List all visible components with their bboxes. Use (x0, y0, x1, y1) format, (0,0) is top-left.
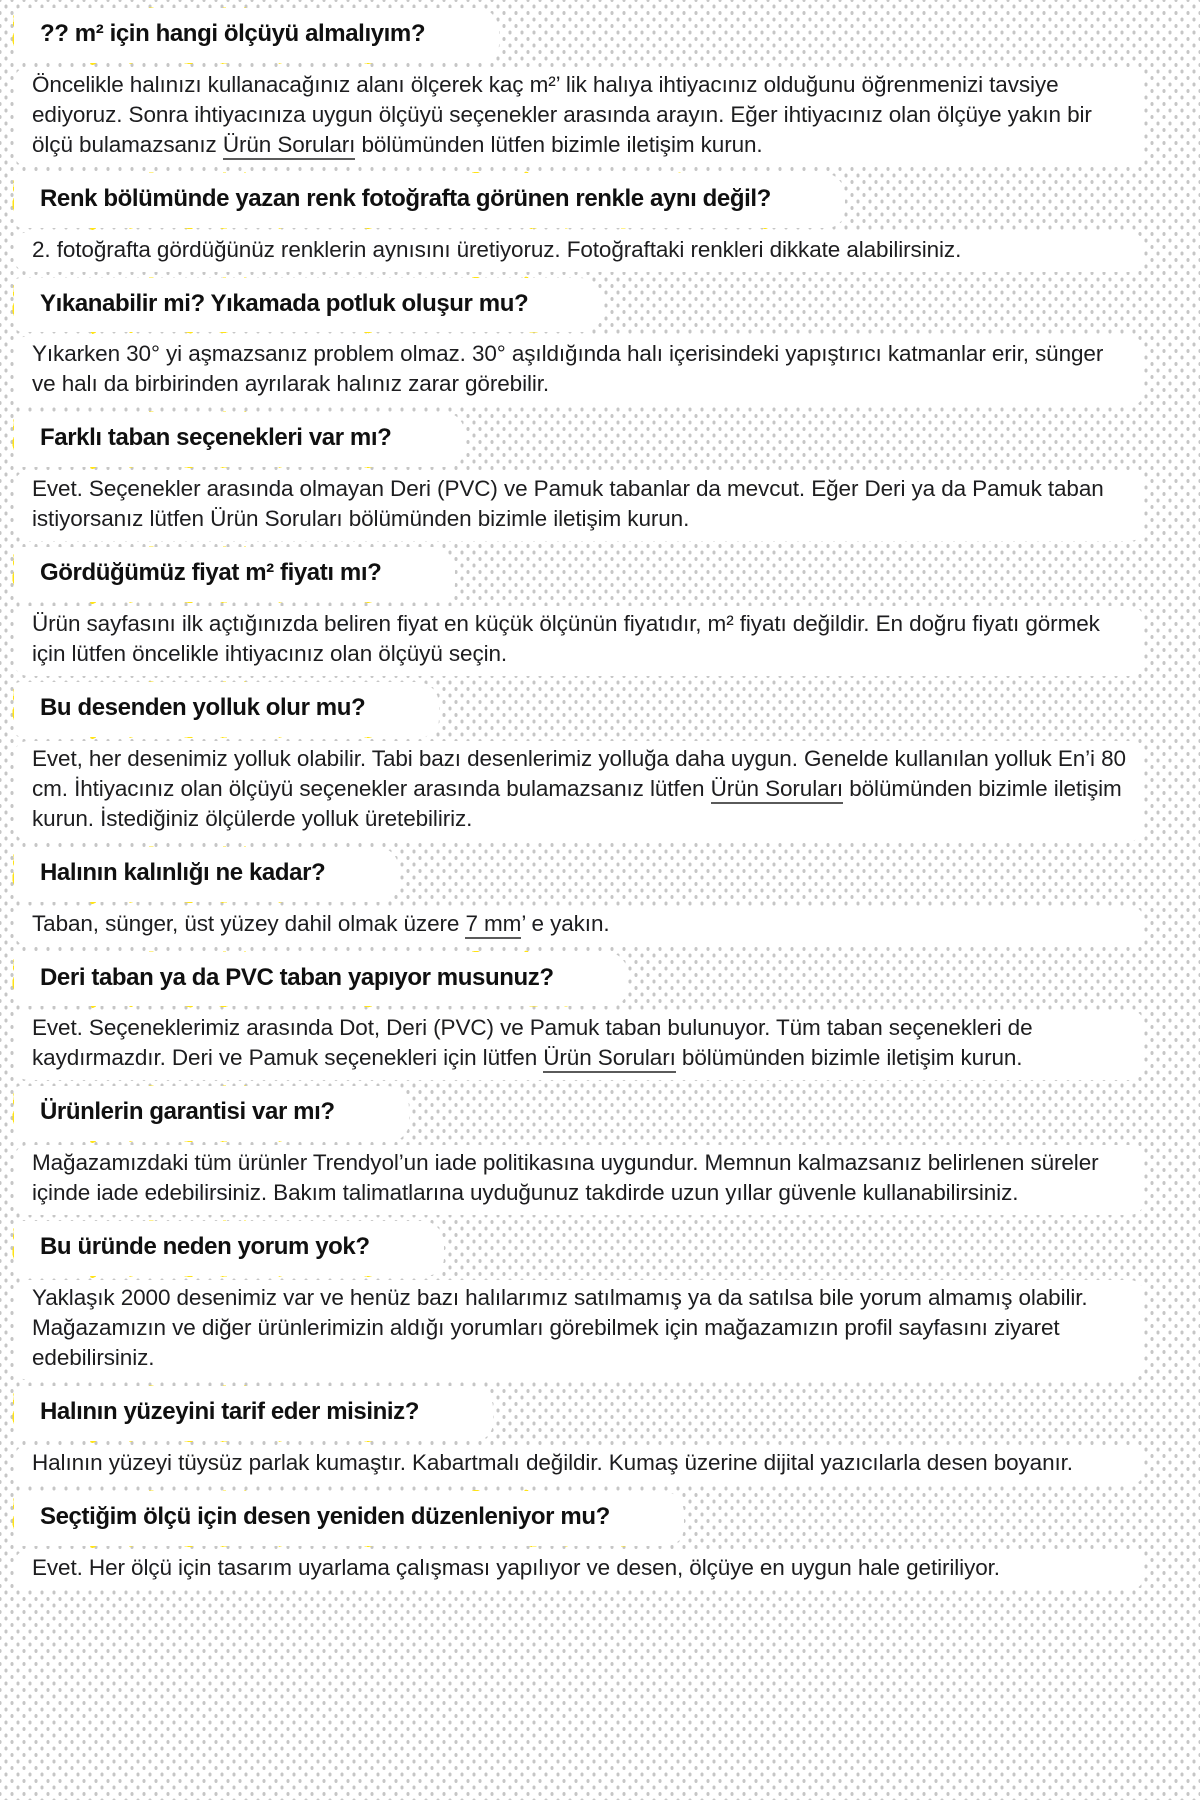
question-text: Yıkanabilir mi? Yıkamada potluk oluşur mu? (40, 289, 529, 317)
faq-question (14, 173, 845, 228)
faq-answer (14, 336, 1144, 406)
question-highlight (24, 417, 407, 460)
faq-answer (14, 1010, 1144, 1080)
question-highlight (24, 687, 381, 730)
faq-answer (14, 1280, 1144, 1380)
answer-text: Evet. Her ölçü için tasarım uyarlama çalışması yapılıyor ve desen, ölçüye en uygun hale getiriliyor. (32, 1554, 1000, 1580)
faq-answer (14, 67, 1144, 167)
question-highlight (24, 1226, 386, 1269)
answer-text: Yaklaşık 2000 desenimiz var ve henüz bazı halılarımız satılmamış ya da satılsa bile yorum almamış olabilir. Mağazamızın ve diğer ürünlerimizin aldığı yorumları görebilmek için mağazamızın profil sayfasını ziyaret edebilirsiniz. (32, 1284, 1088, 1370)
answer-text: Taban, sünger, üst yüzey dahil olmak üzere (32, 910, 466, 936)
question-text: Ürünlerin garantisi var mı? (40, 1098, 335, 1126)
question-text: Halının yüzeyini tarif eder misiniz? (40, 1397, 420, 1425)
question-highlight (24, 283, 544, 326)
faq-item (14, 1386, 1186, 1485)
question-text: Gördüğümüz fiyat m² fiyatı mı? (40, 559, 382, 587)
answer-underlined-link[interactable]: Ürün Soruları (711, 776, 844, 804)
faq-answer (14, 741, 1144, 841)
faq-question (14, 952, 628, 1007)
answer-text: Halının yüzeyi tüysüz parlak kumaştır. Kabartmalı değildir. Kumaş üzerine dijital yazıcılarla desen boyanır. (32, 1449, 1073, 1475)
question-text: Bu desenden yolluk olur mu? (40, 693, 366, 721)
faq-answer (14, 1550, 1144, 1590)
faq-question (14, 547, 455, 602)
faq-answer (14, 471, 1144, 541)
answer-text: Evet, her desenimiz yolluk olabilir. Tabi bazı desenlerimiz yolluğa daha uygun. Genelde kullanılan yolluk En’i 80 cm. İhtiyacınız olan ölçüyü seçenekler arasında bulamazsanız lütfen (32, 745, 1126, 801)
faq-item (14, 1491, 1186, 1590)
faq-item (14, 1086, 1186, 1215)
question-highlight (24, 1391, 435, 1434)
question-text: ?? m² için hangi ölçüyü almalıyım? (40, 20, 426, 47)
faq-question (14, 412, 465, 467)
question-highlight (24, 957, 570, 1000)
faq-question (14, 1491, 684, 1546)
answer-underlined-link[interactable]: Ürün Soruları (223, 132, 356, 160)
question-text: Bu üründe neden yorum yok? (40, 1233, 370, 1261)
faq-question (14, 8, 499, 63)
question-highlight (24, 1091, 351, 1134)
answer-text: bölümünden bizimle iletişim kurun. (675, 1045, 1023, 1071)
answer-text: bölümünden bizimle iletişim kurun. İstediğiniz ölçülerde yolluk üretebiliriz. (32, 775, 1122, 831)
faq-question (14, 278, 602, 333)
faq-answer (14, 606, 1144, 676)
answer-underlined-link[interactable]: Ürün Soruları (543, 1045, 676, 1073)
faq-item (14, 1221, 1186, 1380)
answer-text: Yıkarken 30° yi aşmazsanız problem olmaz. 30° aşıldığında halı içerisindeki yapıştırıcı katmanlar erir, sünger ve halı da birbirinden ayrılarak halınız zarar görebilir. (32, 341, 1104, 397)
faq-item (14, 547, 1186, 676)
question-highlight (24, 852, 341, 895)
question-text: Farklı taban seçenekleri var mı? (40, 424, 392, 452)
answer-text: 2. fotoğrafta gördüğünüz renklerin aynısını üretiyoruz. Fotoğraftaki renkleri dikkate alabilirsiniz. (32, 236, 962, 262)
question-text: Halının kalınlığı ne kadar? (40, 858, 326, 886)
question-highlight (24, 13, 441, 56)
faq-question (14, 847, 399, 902)
faq-item (14, 682, 1186, 841)
answer-text: Mağazamızdaki tüm ürünler Trendyol’un iade politikasına uygundur. Memnun kalmazsanız belirlenen süreler içinde iade edebilirsiniz. Bakım talimatlarına uyduğunuz takdirde uzun yıllar güvenle kullanabilirsiniz. (32, 1150, 1099, 1206)
faq-item (14, 412, 1186, 541)
answer-text: ’ e yakın. (521, 910, 610, 936)
faq-item (14, 952, 1186, 1081)
question-highlight (24, 552, 397, 595)
faq-answer (14, 1145, 1144, 1215)
question-highlight (24, 178, 787, 221)
faq-item (14, 278, 1186, 407)
question-text: Renk bölümünde yazan renk fotoğrafta görünen renkle aynı değil? (40, 184, 771, 212)
question-text: Deri taban ya da PVC taban yapıyor musunuz? (40, 963, 554, 991)
answer-text: Evet. Seçeneklerimiz arasında Dot, Deri (PVC) ve Pamuk taban bulunuyor. Tüm taban seçenekleri de kaydırmazdır. Deri ve Pamuk seçenekleri için lütfen (32, 1015, 1033, 1071)
faq-question (14, 682, 439, 737)
answer-text: Ürün sayfasını ilk açtığınızda beliren fiyat en küçük ölçünün fiyatıdır, m² fiyatı değildir. En doğru fiyatı görmek için lütfen öncelikle ihtiyacınız olan ölçüyü seçin. (32, 610, 1100, 666)
faq-question (14, 1086, 409, 1141)
faq-item (14, 8, 1186, 167)
faq-answer (14, 1445, 1144, 1485)
answer-text: Evet. Seçenekler arasında olmayan Deri (PVC) ve Pamuk tabanlar da mevcut. Eğer Deri ya da Pamuk taban istiyorsanız lütfen Ürün Soruları bölümünden bizimle iletişim kurun. (32, 476, 1104, 532)
faq-question (14, 1386, 493, 1441)
answer-text: bölümünden lütfen bizimle iletişim kurun. (355, 131, 763, 157)
faq-question (14, 1221, 444, 1276)
faq-answer (14, 906, 1144, 946)
question-text: Seçtiğim ölçü için desen yeniden düzenleniyor mu? (40, 1502, 610, 1530)
faq-item (14, 173, 1186, 272)
faq-item (14, 847, 1186, 946)
question-highlight (24, 1496, 626, 1539)
answer-underlined-link[interactable]: 7 mm (465, 911, 521, 939)
faq-answer (14, 232, 1144, 272)
answer-text: Öncelikle halınızı kullanacağınız alanı ölçerek kaç m²’ lik halıya ihtiyacınız olduğunu öğrenmenizi tavsiye ediyoruz. Sonra ihtiyacınıza uygun ölçüyü seçenekler arasında arayın. Eğer ihtiyacınız olan ölçüye yakın bir ölçü bulamazsanız (32, 71, 1092, 157)
